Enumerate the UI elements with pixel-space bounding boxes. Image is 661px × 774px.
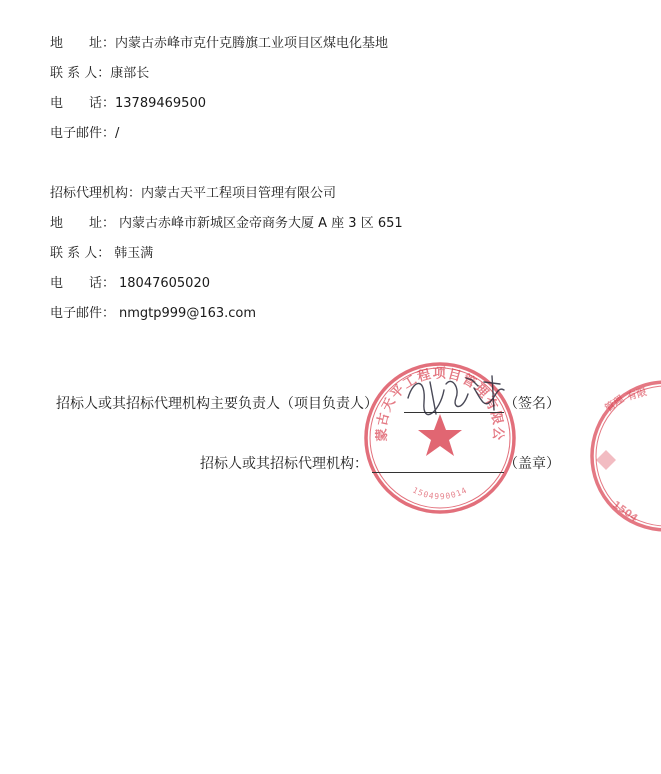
tenderee-address-row <box>50 35 388 53</box>
partial-seal-stamp <box>588 378 661 534</box>
svg-text:有限: 有限 <box>625 387 649 403</box>
svg-text:管理: 管理 <box>603 393 627 415</box>
tenderee-contact-label: 联 系 人： <box>50 66 111 81</box>
agency-phone-row <box>50 275 210 293</box>
agency-phone-label: 电 话： <box>50 276 116 291</box>
tenderee-address-label: 地 址： <box>50 36 116 51</box>
tenderee-address-value: 内蒙古赤峰市克什克腾旗工业项目区煤电化基地 <box>115 36 389 51</box>
agency-contact-value: 韩玉满 <box>114 246 154 261</box>
principal-signature-line <box>56 394 378 414</box>
agency-email-value: nmgtp999@163.com <box>119 306 257 321</box>
tenderee-email-value: / <box>115 126 120 141</box>
agency-name-value: 内蒙古天平工程项目管理有限公司 <box>141 186 337 201</box>
agency-email-label: 电子邮件： <box>50 306 116 321</box>
org-seal-line <box>200 454 368 474</box>
stamp-serial: 1504990014 <box>411 485 469 502</box>
tenderee-phone-value: 13789469500 <box>115 96 206 111</box>
agency-email-row <box>50 305 256 323</box>
handwritten-signature <box>400 368 520 423</box>
stamp-main-text: 内蒙古天平工程项目管理有限公司 <box>354 349 506 442</box>
org-seal-suffix: （盖章） <box>504 456 560 472</box>
principal-signature-suffix: （签名） <box>504 396 560 412</box>
tenderee-phone-label: 电 话： <box>50 96 116 111</box>
tenderee-email-label: 电子邮件： <box>50 126 116 141</box>
agency-address-label: 地 址： <box>50 216 116 231</box>
svg-text:1504990014 <box>411 486 469 502</box>
tenderee-contact-value: 康部长 <box>110 66 150 81</box>
org-seal-label: 招标人或其招标代理机构： <box>200 456 368 472</box>
principal-signature-label: 招标人或其招标代理机构主要负责人（项目负责人） <box>56 396 378 412</box>
agency-name-row <box>50 185 336 203</box>
tenderee-phone-row <box>50 95 206 113</box>
tenderee-email-row <box>50 125 119 143</box>
org-seal-suffix-wrap <box>504 454 560 474</box>
svg-text:1504: 1504 <box>610 499 640 525</box>
agency-contact-row <box>50 245 153 263</box>
agency-name-label: 招标代理机构： <box>50 186 142 201</box>
org-seal-underline <box>372 472 504 473</box>
agency-contact-label: 联 系 人： <box>50 246 111 261</box>
agency-address-row <box>50 215 403 233</box>
tenderee-contact-row <box>50 65 149 83</box>
agency-address-value: 内蒙古赤峰市新城区金帝商务大厦 A 座 3 区 651 <box>119 216 403 231</box>
agency-phone-value: 18047605020 <box>119 276 210 291</box>
